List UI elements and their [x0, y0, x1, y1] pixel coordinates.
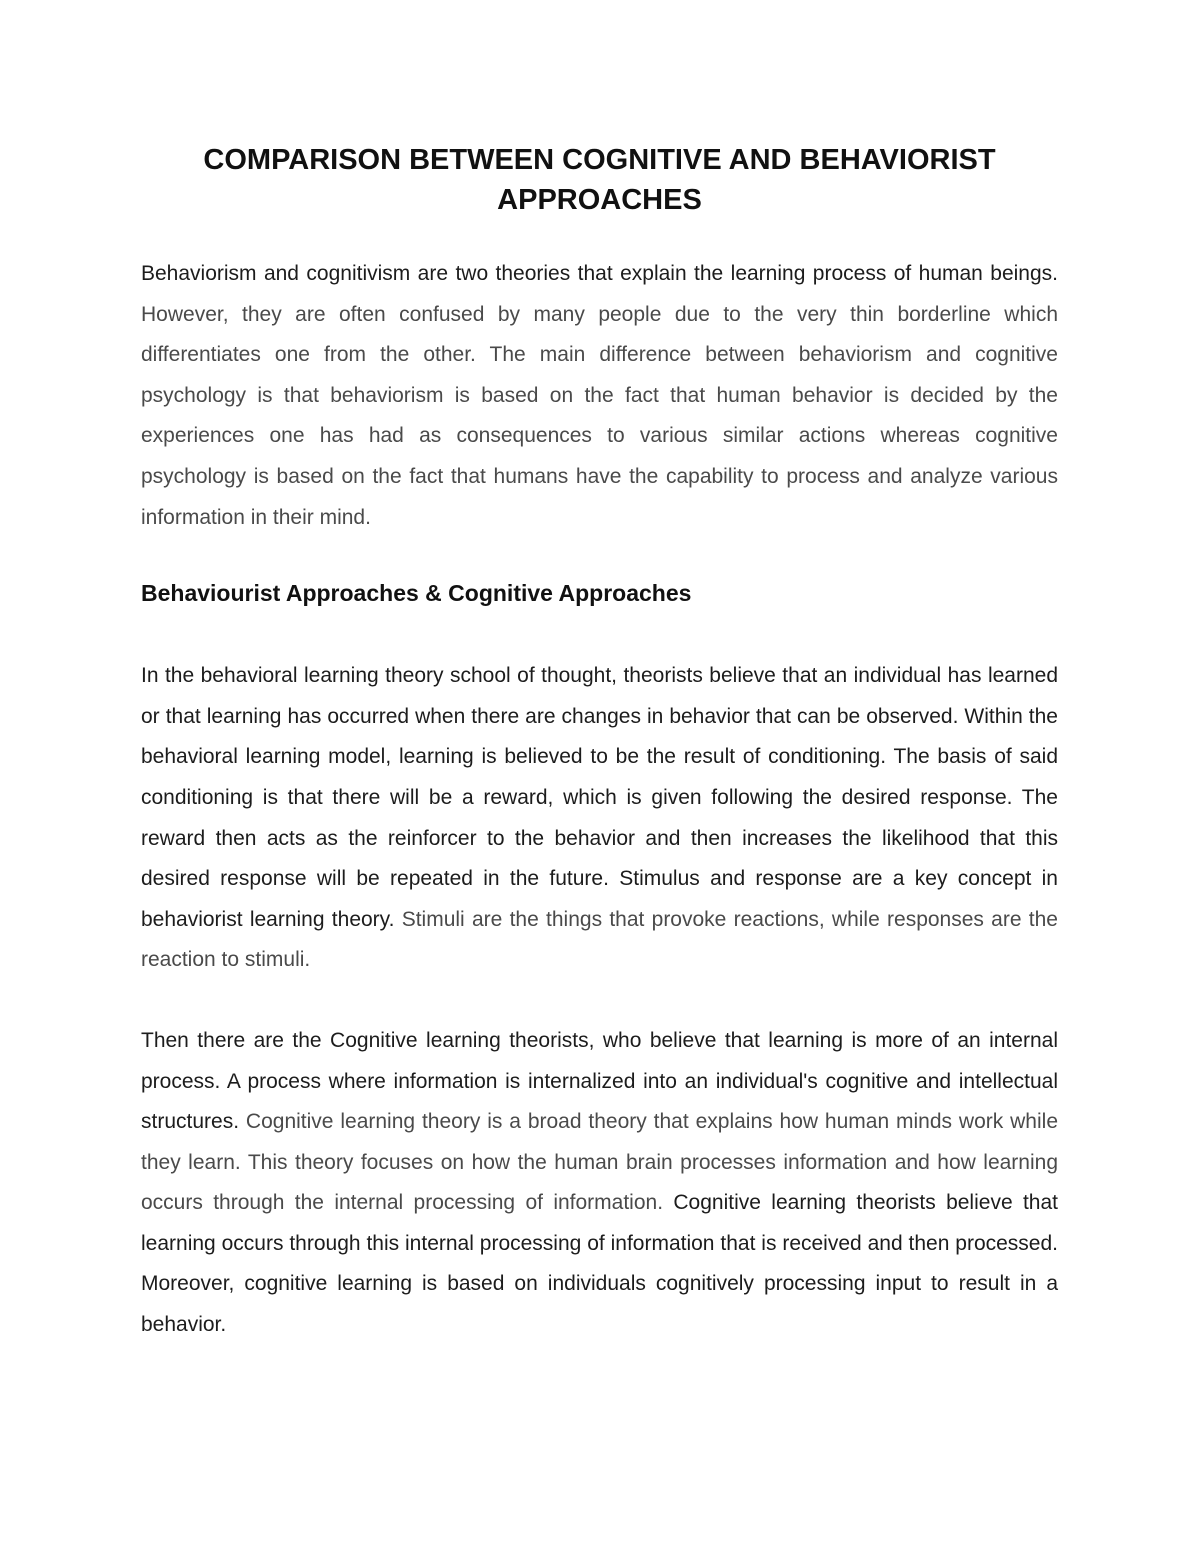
behavioral-paragraph: [141, 656, 1058, 981]
document-content: [141, 140, 1058, 1346]
cognitive-text-tertiary: Cognitive learning theorists believe that learning occurs through this internal processing of information that is received and then processed. Moreover, cognitive learning is based on individuals cognitively processing input to result in a behavior.: [141, 1191, 1058, 1337]
behavioral-text-primary: In the behavioral learning theory school of thought, theorists believe that an individual has learned or that learning has occurred when there are changes in behavior that can be observed. Within the behavioral learning model, learning is believed to be the result of conditioning. The basis of said conditioning is that there will be a reward, which is given following the desired response. The reward then acts as the reinforcer to the behavior and then increases the likelihood that this desired response will be repeated in the future. Stimulus and response are a key concept in behaviorist learning theory.: [141, 664, 1058, 931]
section-heading: Behaviourist Approaches & Cognitive Approaches: [141, 580, 692, 607]
cognitive-paragraph: [141, 1021, 1058, 1346]
intro-paragraph: [141, 254, 1058, 538]
cognitive-text-secondary: Cognitive learning theory is a broad theory that explains how human minds work while they learn. This theory focuses on how the human brain processes information and how learning occurs through the internal processing of information.: [141, 1110, 1058, 1215]
behavioral-text-secondary: Stimuli are the things that provoke reactions, while responses are the reaction to stimuli.: [141, 907, 1058, 972]
document-title: COMPARISON BETWEEN COGNITIVE AND BEHAVIORIST APPROACHES: [203, 144, 996, 216]
intro-text-primary: Behaviorism and cognitivism are two theories that explain the learning process of human beings.: [141, 262, 1058, 285]
cognitive-text-primary: Then there are the Cognitive learning theorists, who believe that learning is more of an internal process. A process where information is internalized into an individual's cognitive and intellectual structures.: [141, 1028, 1058, 1134]
intro-text-secondary: However, they are often confused by many people due to the very thin borderline which differentiates one from the other. The main difference between behaviorism and cognitive psychology is that behaviorism is based on the fact that human behavior is decided by the experiences one has had as consequences to various similar actions whereas cognitive psychology is based on the fact that humans have the capability to process and analyze various information in their mind.: [141, 302, 1058, 529]
